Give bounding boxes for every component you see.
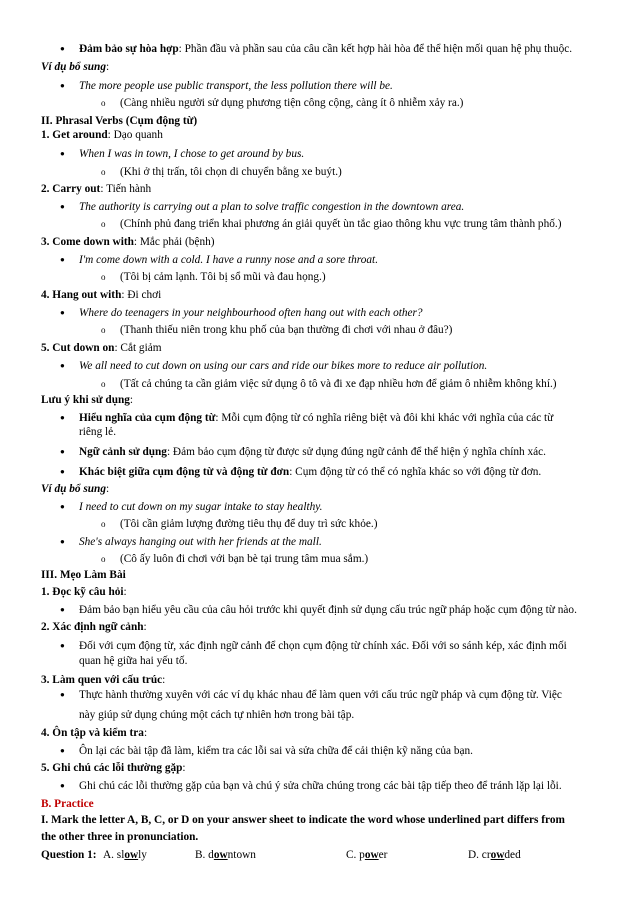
heading-line <box>41 60 109 74</box>
text-run: (Chính phủ đang triển khai phương án giải quyết ùn tắc giao thông khu vực trung tâm thành phố.) <box>120 218 562 230</box>
bullet-item <box>79 688 562 702</box>
bullet-dot-icon: ● <box>60 690 65 699</box>
bullet-item <box>79 603 577 617</box>
text-run: ow <box>490 849 505 861</box>
bullet-item <box>79 306 423 320</box>
text-run: : <box>143 621 147 633</box>
sub-bullet-icon: o <box>101 167 106 177</box>
bullet-item <box>79 465 541 479</box>
text-run: Ôn lại các bài tập đã làm, kiểm tra các lỗi sai và sửa chữa để cải thiện kỹ năng của bạn. <box>79 745 473 757</box>
text-run: er <box>378 849 388 861</box>
bullet-dot-icon: ● <box>60 44 65 53</box>
bullet-dot-icon: ● <box>60 202 65 211</box>
text-run: ow <box>364 849 379 861</box>
heading-line <box>41 128 163 142</box>
text-run: Khác biệt giữa cụm động từ và động từ đơn <box>79 466 290 478</box>
bullet-dot-icon: ● <box>60 308 65 317</box>
text-run: : <box>143 727 148 739</box>
text-run: (Cô ấy luôn đi chơi với bạn bè tại trung tâm mua sắm.) <box>120 553 369 565</box>
sub-item <box>120 165 342 179</box>
text-run: When I was in town, I chose to get around by bus. <box>79 148 305 160</box>
bullet-item <box>79 445 546 459</box>
text-run: 1. Đọc kỹ câu hỏi <box>41 586 124 598</box>
text-run: Where do teenagers in your neighbourhood often hang out with each other? <box>79 307 423 319</box>
text-run: 3. Làm quen với cấu trúc <box>41 674 163 686</box>
text-run: : <box>162 674 166 686</box>
bullet-dot-icon: ● <box>60 413 65 422</box>
text-run: B. d <box>195 849 214 861</box>
heading-line <box>41 114 197 128</box>
sub-bullet-icon: o <box>101 379 106 389</box>
text-run: Đảm bảo sự hòa hợp <box>79 43 179 55</box>
heading-line <box>41 568 126 582</box>
text-run: 5. Ghi chú các lỗi thường gặp <box>41 762 183 774</box>
text-run: 1. Get around <box>41 129 108 141</box>
bullet-dot-icon: ● <box>60 447 65 456</box>
text-run: Ví dụ bổ sung <box>41 61 106 73</box>
bullet-item <box>79 639 567 653</box>
heading-line <box>41 726 147 740</box>
bullet-item <box>79 500 322 514</box>
heading-line <box>41 393 133 407</box>
text-run: này giúp sử dụng chúng một cách tự nhiên hơn trong bài tập. <box>79 709 355 721</box>
text-run: We all need to cut down on using our cars and ride our bikes more to reduce air pollution. <box>79 360 488 372</box>
text-run: : Cắt giảm <box>114 342 162 354</box>
sub-item <box>120 552 368 566</box>
bullet-dot-icon: ● <box>60 781 65 790</box>
text-run: 4. Ôn tập và kiểm tra <box>41 727 144 739</box>
sub-bullet-icon: o <box>101 519 106 529</box>
text-run: ow <box>213 849 228 861</box>
text-run: 4. Hang out with <box>41 289 122 301</box>
bullet-dot-icon: ● <box>60 537 65 546</box>
text-run: ded <box>504 849 521 861</box>
text-run: II. Phrasal Verbs (Cụm động từ) <box>41 115 198 127</box>
text-run: riêng lẻ. <box>79 426 117 438</box>
text-run: Đối với cụm động từ, xác định ngữ cảnh để chọn cụm động từ chính xác. Đối với so sánh kép, xác định mối <box>79 640 567 652</box>
text-run: C. p <box>346 849 365 861</box>
bullet-dot-icon: ● <box>60 361 65 370</box>
heading-line <box>41 830 198 844</box>
text-run: Ví dụ bổ sung <box>41 483 106 495</box>
text-run: : <box>123 586 127 598</box>
bullet-dot-icon: ● <box>60 149 65 158</box>
bullet-item <box>79 147 304 161</box>
text-run: I'm come down with a cold. I have a runny nose and a sore throat. <box>79 254 379 266</box>
text-run: (Tất cả chúng ta cần giảm việc sử dụng ô tô và đi xe đạp nhiều hơn để giảm ô nhiễm không khí.) <box>120 378 557 390</box>
bullet-item <box>79 253 378 267</box>
text-run: : Đảm bảo cụm động từ được sử dụng đúng ngữ cảnh để thể hiện ý nghĩa chính xác. <box>166 446 546 458</box>
text-run: (Khi ở thị trấn, tôi chọn di chuyển bằng xe buýt.) <box>120 166 342 178</box>
text-run: She's always hanging out with her friends at the mall. <box>79 536 322 548</box>
sub-item <box>120 217 561 231</box>
bullet-dot-icon: ● <box>60 605 65 614</box>
bullet-item <box>79 79 393 93</box>
sub-bullet-icon: o <box>101 554 106 564</box>
text-run: Đảm bảo bạn hiểu yêu cầu của câu hỏi trước khi quyết định sử dụng cấu trúc ngữ pháp hoặc cụm động từ nào. <box>79 604 577 616</box>
text-run: : <box>182 762 186 774</box>
text-run: the other three in pronunciation. <box>41 831 199 843</box>
bullet-item <box>79 42 572 56</box>
heading-line <box>41 235 215 249</box>
bullet-item <box>79 744 473 758</box>
heading-line <box>41 673 165 687</box>
bullet-dot-icon: ● <box>60 746 65 755</box>
bullet-item <box>79 411 553 425</box>
continuation-line <box>79 708 354 722</box>
answer-option <box>103 848 147 862</box>
heading-line <box>41 813 565 827</box>
heading-line <box>41 585 127 599</box>
continuation-line <box>79 654 187 668</box>
bullet-dot-icon: ● <box>60 255 65 264</box>
answer-option <box>195 848 256 862</box>
heading-line <box>41 761 186 775</box>
text-run: A. sl <box>103 849 125 861</box>
text-run: The more people use public transport, the less pollution there will be. <box>79 80 393 92</box>
text-run: quan hệ giữa hai yếu tố. <box>79 655 188 667</box>
text-run: ntown <box>227 849 256 861</box>
sub-item <box>120 270 326 284</box>
sub-bullet-icon: o <box>101 325 106 335</box>
heading-line <box>41 182 151 196</box>
text-run: : Cụm động từ có thể có nghĩa khác so với động từ đơn. <box>289 466 542 478</box>
text-run: Thực hành thường xuyên với các ví dụ khác nhau để làm quen với cấu trúc ngữ pháp và cụm động từ. Việc <box>79 689 562 701</box>
text-run: 3. Come down with <box>41 236 134 248</box>
text-run: ly <box>138 849 147 861</box>
heading-line <box>41 482 109 496</box>
bullet-item <box>79 200 464 214</box>
text-run: : Dạo quanh <box>107 129 163 141</box>
bullet-dot-icon: ● <box>60 502 65 511</box>
text-run: III. Mẹo Làm Bài <box>41 569 126 581</box>
heading-line <box>41 288 161 302</box>
text-run: Hiểu nghĩa của cụm động từ <box>79 412 216 424</box>
continuation-line <box>79 425 116 439</box>
text-run: (Tôi bị cảm lạnh. Tôi bị sổ mũi và đau họng.) <box>120 271 326 283</box>
sub-item <box>120 377 557 391</box>
text-run: : Tiến hành <box>100 183 152 195</box>
text-run: B. Practice <box>41 798 94 810</box>
text-run: I need to cut down on my sugar intake to stay healthy. <box>79 501 323 513</box>
text-run: : <box>106 483 110 495</box>
text-run: : Mắc phải (bệnh) <box>133 236 215 248</box>
bullet-dot-icon: ● <box>60 467 65 476</box>
answer-option <box>346 848 387 862</box>
text-run: D. cr <box>468 849 491 861</box>
text-run: 5. Cut down on <box>41 342 115 354</box>
text-run: 2. Xác định ngữ cảnh <box>41 621 144 633</box>
text-run: : <box>129 394 134 406</box>
text-run: : Mỗi cụm động từ có nghĩa riêng biệt và đôi khi khác với nghĩa của các từ <box>215 412 554 424</box>
text-run: (Thanh thiếu niên trong khu phố của bạn thường đi chơi với nhau ở đâu?) <box>120 324 453 336</box>
bullet-item <box>79 535 322 549</box>
text-run: I. Mark the letter A, B, C, or D on your answer sheet to indicate the word whose underlined part differs from <box>41 814 565 826</box>
sub-bullet-icon: o <box>101 98 106 108</box>
heading-line <box>41 341 162 355</box>
sub-item <box>120 517 377 531</box>
answer-option <box>468 848 521 862</box>
text-run: 2. Carry out <box>41 183 101 195</box>
text-run: Ghi chú các lỗi thường gặp của bạn và chú ý sửa chữa chúng trong các bài tập tiếp theo để tránh lặp lại lỗi. <box>79 780 562 792</box>
sub-item <box>120 323 452 337</box>
text-run: (Càng nhiều người sử dụng phương tiện công cộng, càng ít ô nhiễm xảy ra.) <box>120 97 464 109</box>
text-run: Lưu ý khi sử dụng <box>41 394 130 406</box>
text-run: ow <box>124 849 139 861</box>
bullet-item <box>79 359 487 373</box>
text-run: : Đi chơi <box>121 289 162 301</box>
bullet-dot-icon: ● <box>60 81 65 90</box>
text-run: Ngữ cảnh sử dụng <box>79 446 167 458</box>
question-label: Question 1: <box>41 849 97 861</box>
heading-line <box>41 797 94 811</box>
text-run: : <box>106 61 110 73</box>
sub-bullet-icon: o <box>101 272 106 282</box>
bullet-item <box>79 779 562 793</box>
text-run: (Tôi cần giảm lượng đường tiêu thụ để duy trì sức khỏe.) <box>120 518 378 530</box>
text-run: : Phần đầu và phần sau của câu cần kết hợp hài hòa để thể hiện mối quan hệ phụ thuộc. <box>178 43 573 55</box>
bullet-dot-icon: ● <box>60 641 65 650</box>
sub-bullet-icon: o <box>101 219 106 229</box>
heading-line <box>41 620 147 634</box>
sub-item <box>120 96 463 110</box>
text-run: The authority is carrying out a plan to solve traffic congestion in the downtown area. <box>79 201 465 213</box>
